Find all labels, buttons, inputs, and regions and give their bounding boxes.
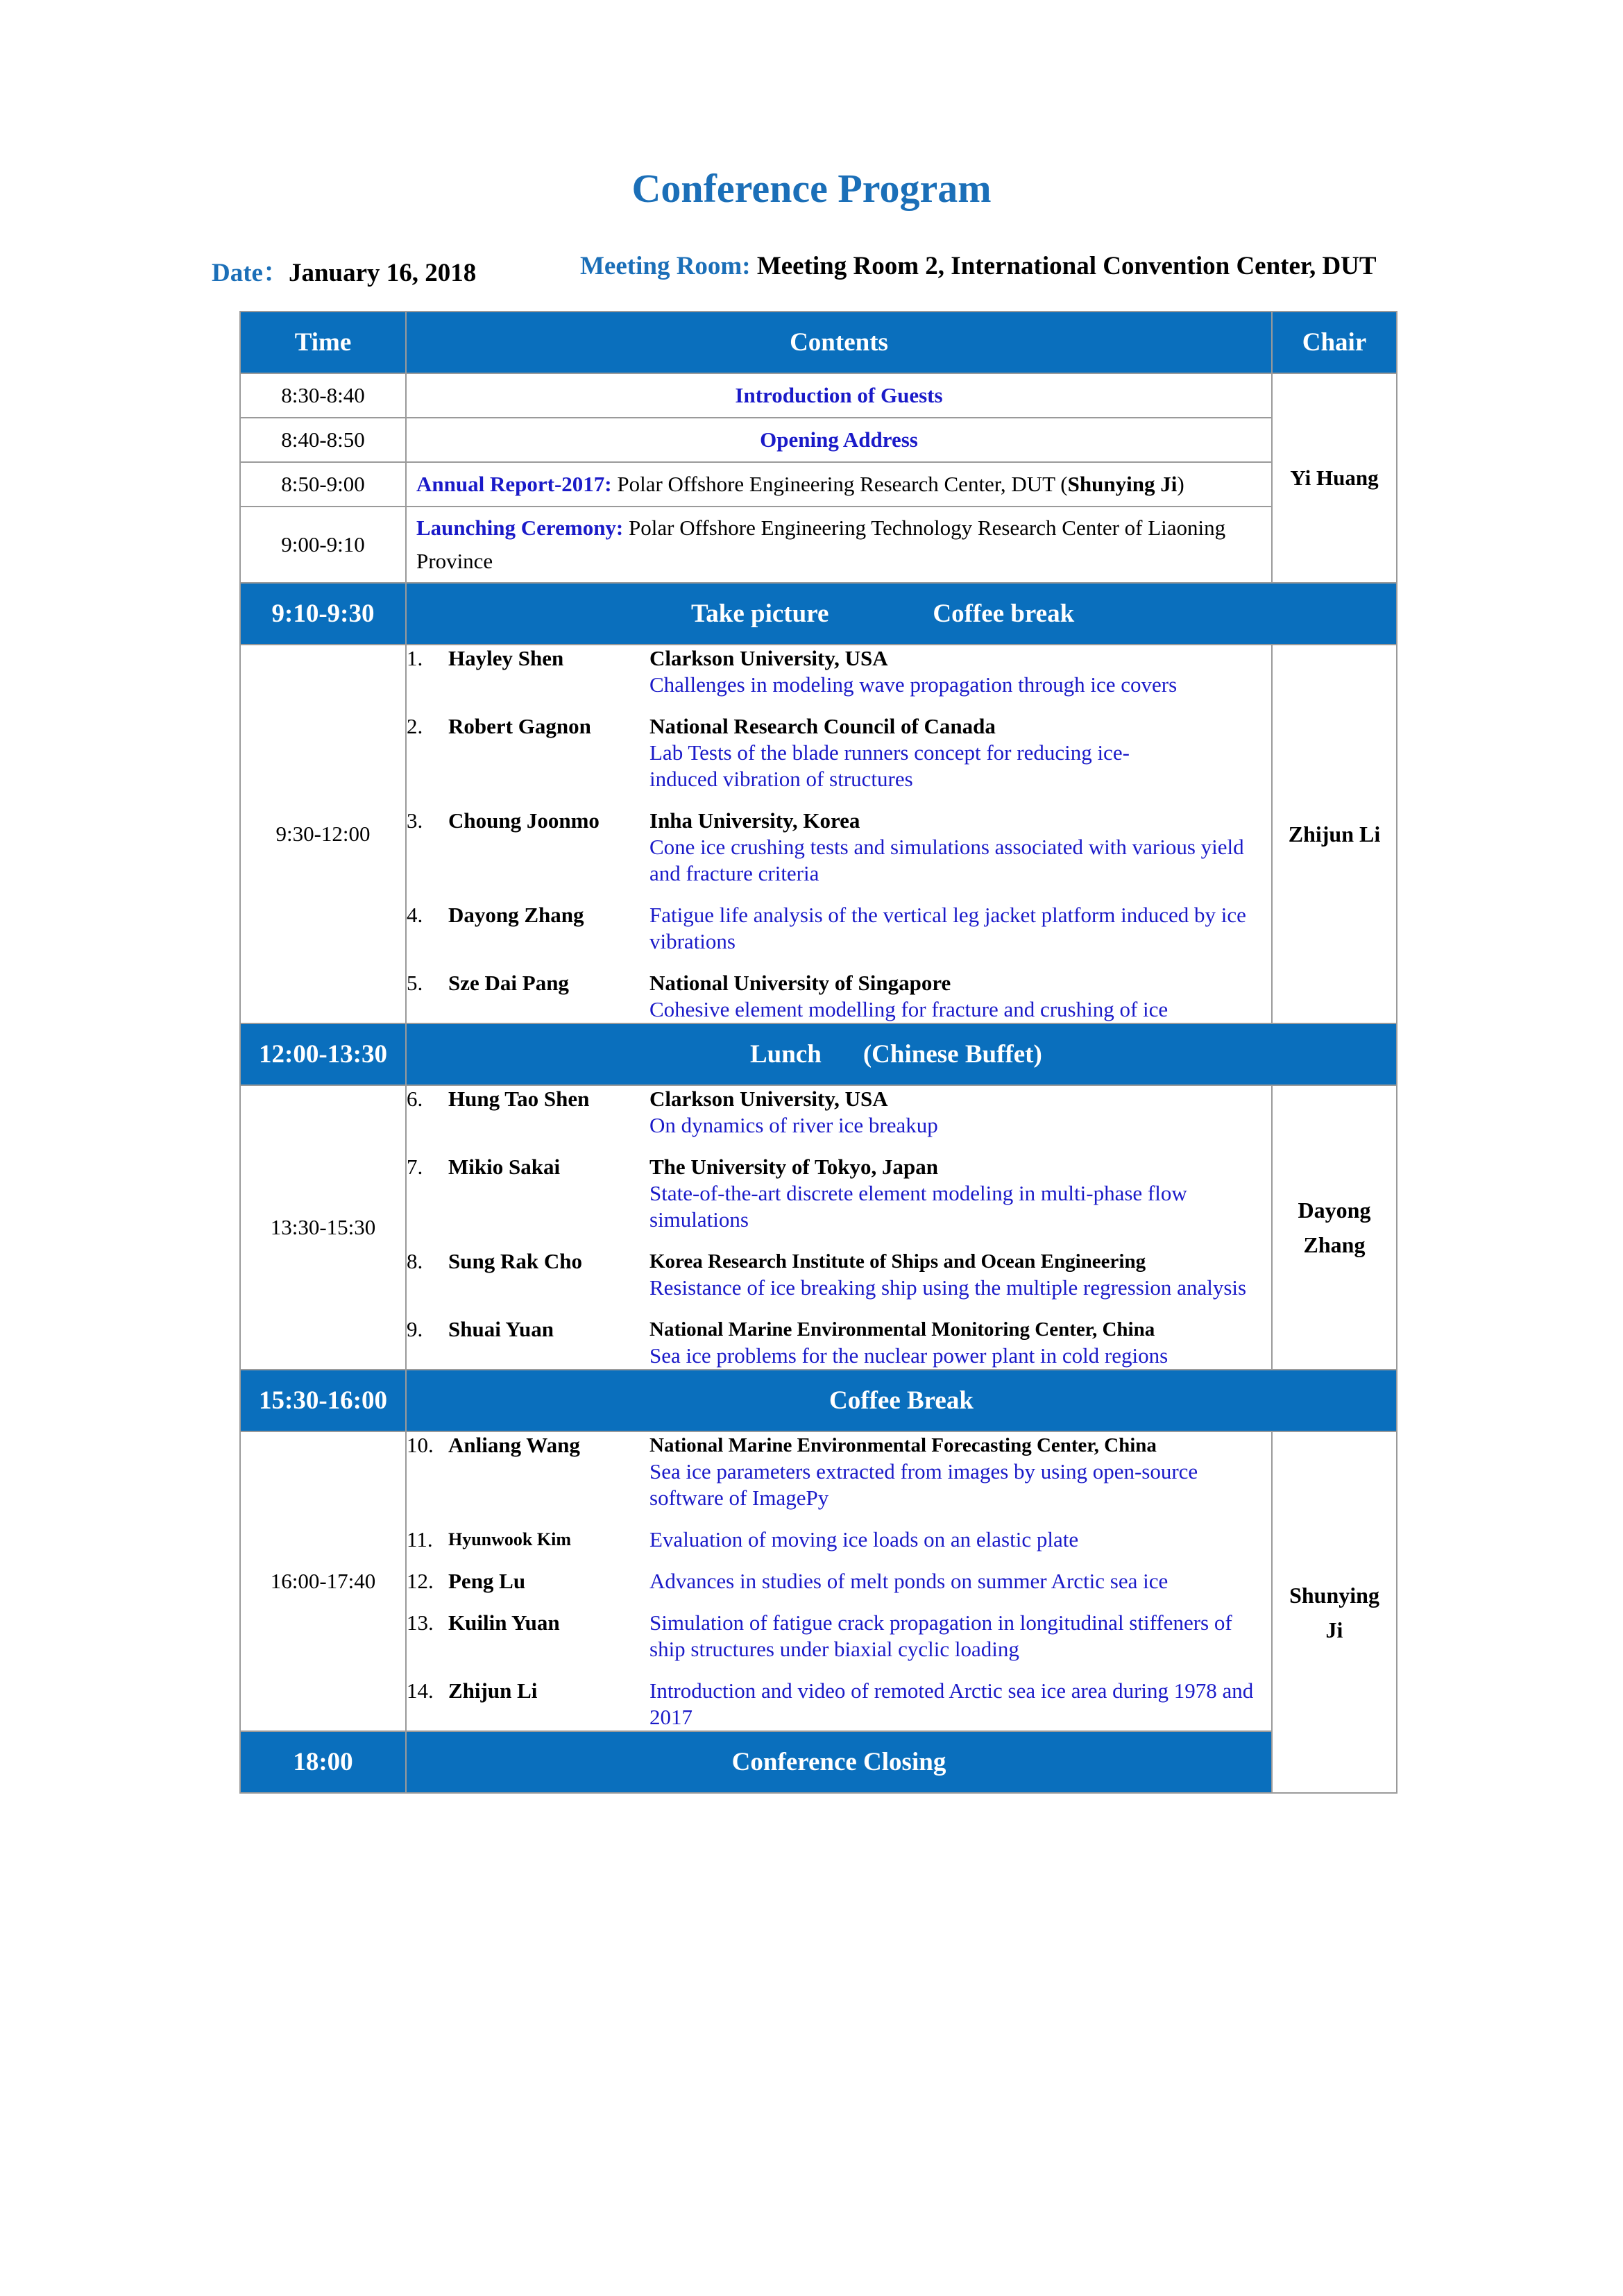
table-row [240, 418, 1397, 462]
speaker-affiliation: National University of Singapore [649, 971, 951, 995]
row-text: Polar Offshore Engineering Research Center, DUT ( [611, 472, 1068, 496]
talk-title: Resistance of ice breaking ship using the multiple regression analysis [649, 1275, 1247, 1300]
talk-list [406, 645, 1272, 1023]
speaker-name: Kuilin Yuan [448, 1610, 560, 1635]
table-row [240, 462, 1397, 507]
talk-number: 3. [407, 808, 423, 833]
session-row [240, 645, 1397, 1023]
speaker-name: Hayley Shen [448, 646, 564, 670]
table-row [240, 373, 1397, 418]
talk-title: Simulation of fatigue crack propagation in longitudinal stiffeners of ship structures under biaxial cyclic loading [649, 1610, 1232, 1661]
break-label: (Chinese Buffet) [863, 1040, 1042, 1069]
speaker-name: Mikio Sakai [448, 1155, 561, 1179]
program-table [239, 311, 1397, 1794]
speaker-affiliation: Clarkson University, USA [649, 1087, 888, 1111]
meeting-date [212, 251, 476, 289]
closing-time: 18:00 [240, 1731, 406, 1793]
talk-title: Challenges in modeling wave propagation through ice covers [649, 672, 1178, 697]
speaker-name: Anliang Wang [448, 1433, 580, 1457]
break-label: Lunch [750, 1040, 822, 1069]
session-time: 16:00-17:40 [240, 1431, 406, 1731]
talk-title: On dynamics of river ice breakup [649, 1113, 938, 1137]
talk-title: Advances in studies of melt ponds on summer Arctic sea ice [649, 1569, 1169, 1593]
speaker-name: Robert Gagnon [448, 714, 591, 738]
header-time: Time [240, 312, 406, 373]
talk-number: 7. [407, 1155, 423, 1179]
meeting-room [580, 251, 1377, 281]
speaker-affiliation: Inha University, Korea [649, 808, 860, 833]
talk-item [407, 1568, 1271, 1595]
speaker-name: Zhijun Li [448, 1678, 538, 1703]
speaker-name: Dayong Zhang [448, 903, 584, 927]
talk-number: 6. [407, 1087, 423, 1111]
talk-item [407, 645, 1271, 698]
talk-title: Cone ice crushing tests and simulations associated with various yield and fracture criteria [649, 835, 1244, 885]
row-time: 8:40-8:50 [240, 418, 406, 462]
talk-item [407, 713, 1271, 792]
date-label: Date： [212, 259, 289, 287]
talk-item [407, 1432, 1271, 1511]
talk-item [407, 1316, 1271, 1369]
talk-number: 4. [407, 903, 423, 927]
talk-item [407, 1248, 1271, 1301]
closing-row [240, 1731, 1397, 1793]
row-text: Polar Offshore Engineering Technology Research Center of Liaoning Province [416, 516, 1226, 573]
talk-title: Fatigue life analysis of the vertical leg jacket platform induced by ice vibrations [649, 903, 1246, 953]
row-bold: Shunying Ji [1067, 472, 1178, 496]
break-time: 9:10-9:30 [240, 583, 406, 645]
speaker-affiliation: National Research Council of Canada [649, 714, 996, 738]
talk-number: 8. [407, 1249, 423, 1273]
speaker-name: Sung Rak Cho [448, 1249, 582, 1273]
session-time: 9:30-12:00 [240, 645, 406, 1023]
speaker-name: Hyunwook Kim [448, 1529, 571, 1549]
row-label: Annual Report-2017: [416, 472, 612, 496]
header-chair: Chair [1272, 312, 1397, 373]
talk-item [407, 1154, 1271, 1233]
row-time: 9:00-9:10 [240, 507, 406, 583]
talk-number: 10. [407, 1433, 434, 1457]
talk-item [407, 902, 1271, 955]
talk-title: State-of-the-art discrete element modeling in multi-phase flow simulations [649, 1181, 1187, 1232]
talk-number: 5. [407, 971, 423, 995]
chair-name-line: Dayong [1298, 1198, 1371, 1223]
room-value: Meeting Room 2, International Convention Center, DUT [756, 252, 1377, 280]
room-label: Meeting Room: [580, 252, 757, 280]
chair-cell [1272, 1085, 1397, 1370]
row-label: Launching Ceremony: [416, 516, 624, 540]
break-label: Take picture [691, 599, 829, 628]
header-contents: Contents [406, 312, 1272, 373]
speaker-name: Choung Joonmo [448, 808, 600, 833]
session-row [240, 1085, 1397, 1370]
row-contents: Opening Address [406, 418, 1272, 462]
talk-title: Cohesive element modelling for fracture and crushing of ice [649, 997, 1169, 1021]
table-header-row [240, 312, 1397, 373]
talk-title: Introduction and video of remoted Arctic sea ice area during 1978 and 2017 [649, 1678, 1254, 1729]
talk-number: 9. [407, 1317, 423, 1341]
talk-number: 11. [407, 1527, 433, 1551]
row-contents: Introduction of Guests [406, 373, 1272, 418]
talk-title: Lab Tests of the blade runners concept for reducing ice-induced vibration of structures [649, 740, 1130, 791]
talk-list [406, 1085, 1272, 1370]
talk-title: Sea ice parameters extracted from images by using open-source software of ImagePy [649, 1459, 1198, 1510]
talk-number: 12. [407, 1569, 434, 1593]
session-time: 13:30-15:30 [240, 1085, 406, 1370]
row-time: 8:50-9:00 [240, 462, 406, 507]
closing-contents: Conference Closing [406, 1731, 1272, 1793]
speaker-name: Shuai Yuan [448, 1317, 554, 1341]
break-time: 15:30-16:00 [240, 1370, 406, 1431]
session-row [240, 1431, 1397, 1731]
chair-cell: Yi Huang [1272, 373, 1397, 583]
break-contents [406, 1023, 1397, 1085]
chair-cell: Zhijun Li [1272, 645, 1397, 1023]
speaker-affiliation: National Marine Environmental Forecasting Center, China [649, 1434, 1157, 1456]
break-time: 12:00-13:30 [240, 1023, 406, 1085]
chair-cell [1272, 1431, 1397, 1793]
row-contents [406, 507, 1272, 583]
chair-name-line: Shunying [1289, 1582, 1379, 1608]
speaker-name: Hung Tao Shen [448, 1087, 590, 1111]
talk-item [407, 1610, 1271, 1663]
speaker-affiliation: The University of Tokyo, Japan [649, 1155, 939, 1179]
row-tail: ) [1177, 472, 1184, 496]
row-time: 8:30-8:40 [240, 373, 406, 418]
table-row [240, 507, 1397, 583]
break-row [240, 583, 1397, 645]
break-contents: Coffee Break [406, 1370, 1397, 1431]
speaker-name: Sze Dai Pang [448, 971, 569, 995]
talk-number: 2. [407, 714, 423, 738]
chair-name-line: Ji [1325, 1617, 1343, 1642]
speaker-affiliation: National Marine Environmental Monitoring Center, China [649, 1318, 1155, 1341]
break-row [240, 1023, 1397, 1085]
talk-number: 1. [407, 646, 423, 670]
date-value: January 16, 2018 [288, 259, 477, 287]
break-row [240, 1370, 1397, 1431]
talk-item [407, 1086, 1271, 1139]
break-contents [406, 583, 1397, 645]
speaker-affiliation: Korea Research Institute of Ships and Ocean Engineering [649, 1250, 1146, 1273]
talk-title: Evaluation of moving ice loads on an elastic plate [649, 1527, 1079, 1551]
speaker-name: Peng Lu [448, 1569, 526, 1593]
break-label: Coffee break [933, 599, 1075, 628]
chair-name-line: Zhang [1303, 1232, 1366, 1257]
talk-item [407, 1527, 1271, 1553]
talk-number: 13. [407, 1610, 434, 1635]
speaker-affiliation: Clarkson University, USA [649, 646, 888, 670]
talk-title: Sea ice problems for the nuclear power plant in cold regions [649, 1343, 1169, 1368]
talk-item [407, 1678, 1271, 1730]
talk-item [407, 808, 1271, 887]
page-title: Conference Program [631, 166, 992, 211]
talk-item [407, 970, 1271, 1023]
talk-list [406, 1431, 1272, 1731]
row-contents [406, 462, 1272, 507]
talk-number: 14. [407, 1678, 434, 1703]
